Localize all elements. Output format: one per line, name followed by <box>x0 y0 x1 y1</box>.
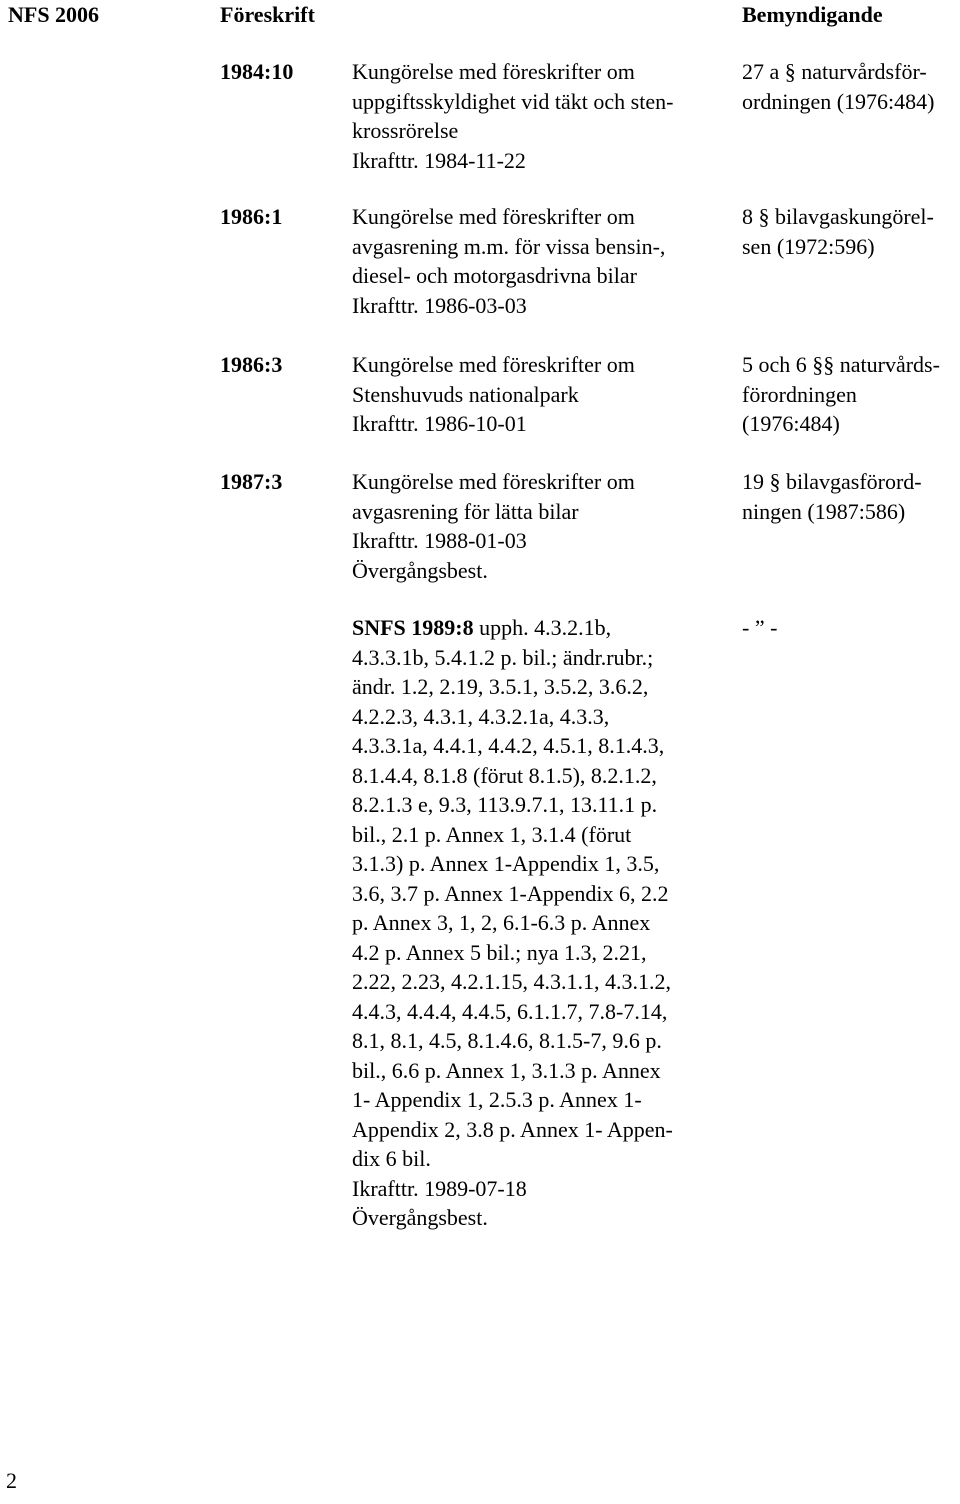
authority-line <box>742 57 957 87</box>
description-line: Kungörelse med föreskrifter om <box>352 469 635 494</box>
authority-section-number: 8 <box>742 204 753 229</box>
description-line: Kungörelse med föreskrifter om <box>352 352 635 377</box>
amendment-line: 4.4.3, 4.4.4, 4.4.5, 6.1.1.7, 7.8-7.14, <box>352 998 668 1024</box>
description-line: avgasrening m.m. för vissa bensin-, <box>352 233 666 259</box>
authority-text: bilavgaskungörel- <box>775 204 934 229</box>
amendment-line: 8.1, 8.1, 4.5, 8.1.4.6, 8.1.5-7, 9.6 p. <box>352 1028 662 1053</box>
amendment-line: Ikrafttr. 1989-07-18 <box>352 1175 527 1201</box>
authority-line <box>742 232 957 262</box>
regulation-description <box>352 467 722 585</box>
amendment-line: 4.3.3.1b, 5.4.1.2 p. bil.; ändr.rubr.; <box>352 644 654 670</box>
amendment-line: 3.6, 3.7 p. Annex 1-Appendix 6, 2.2 <box>352 880 669 906</box>
description-line: diesel- och motorgasdrivna bilar <box>352 263 637 288</box>
section-sign: § <box>784 59 796 84</box>
column-header-regulation: Föreskrift <box>220 2 315 27</box>
amendment-authority: - ” - <box>742 615 778 640</box>
amendment-line: dix 6 bil. <box>352 1146 431 1171</box>
description-line: krossrörelse <box>352 118 459 143</box>
authority-text: naturvårds- <box>839 352 940 377</box>
authority-line <box>742 202 957 232</box>
regulation-number: 1984:10 <box>220 59 294 84</box>
authority-text: (1976:484) <box>742 411 840 436</box>
authority-text: förordningen <box>742 381 857 407</box>
column-header-authority: Bemyndigande <box>742 2 883 27</box>
amendment-line: 4.2 p. Annex 5 bil.; nya 1.3, 2.21, <box>352 939 647 965</box>
regulation-authority <box>742 57 957 116</box>
amendment-line: 4.3.3.1a, 4.4.1, 4.4.2, 4.5.1, 8.1.4.3, <box>352 733 665 758</box>
regulation-number: 1986:1 <box>220 204 283 229</box>
regulation-description <box>352 350 722 439</box>
regulation-authority <box>742 467 957 526</box>
regulation-description <box>352 202 722 320</box>
amendment-line: 8.2.1.3 e, 9.3, 113.9.7.1, 13.11.1 p. <box>352 792 658 817</box>
authority-line <box>742 497 957 527</box>
description-line: Övergångsbest. <box>352 557 488 583</box>
amendment-ref: SNFS 1989:8 <box>352 615 474 640</box>
description-line: Ikrafttr. 1986-03-03 <box>352 292 527 318</box>
regulation-description <box>352 57 722 175</box>
regulation-number: 1986:3 <box>220 352 283 377</box>
amendment-first-line-rest: upph. 4.3.2.1b, <box>473 615 612 640</box>
amendment-first-line <box>352 613 722 643</box>
amendment-line: p. Annex 3, 1, 2, 6.1-6.3 p. Annex <box>352 910 651 935</box>
description-line: Ikrafttr. 1988-01-03 <box>352 528 527 553</box>
authority-line <box>742 87 957 117</box>
description-line: Kungörelse med föreskrifter om <box>352 204 635 229</box>
description-line: Kungörelse med föreskrifter om <box>352 59 635 84</box>
regulation-number: 1987:3 <box>220 469 283 494</box>
amendment-line: 4.2.2.3, 4.3.1, 4.3.2.1a, 4.3.3, <box>352 703 610 729</box>
authority-section-number: 19 <box>742 469 764 494</box>
authority-line <box>742 409 957 439</box>
description-line: Ikrafttr. 1986-10-01 <box>352 411 527 436</box>
amendment-line: 8.1.4.4, 8.1.8 (förut 8.1.5), 8.2.1.2, <box>352 762 657 788</box>
section-sign: § <box>769 469 781 494</box>
section-sign: § <box>758 204 770 229</box>
amendment-line: bil., 2.1 p. Annex 1, 3.1.4 (förut <box>352 821 632 847</box>
page-header <box>0 0 960 30</box>
regulation-authority <box>742 350 957 439</box>
authority-section-number: 5 och 6 <box>742 352 807 377</box>
authority-line <box>742 350 957 380</box>
description-line: uppgiftsskyldighet vid täkt och sten- <box>352 88 674 114</box>
page-number: 2 <box>6 1468 17 1493</box>
amendment-line: Övergångsbest. <box>352 1205 488 1230</box>
authority-section-number: 27 a <box>742 59 780 84</box>
amendment-line: 3.1.3) p. Annex 1-Appendix 1, 3.5, <box>352 851 660 876</box>
authority-line <box>742 467 957 497</box>
description-line: Stenshuvuds nationalpark <box>352 381 579 407</box>
section-sign: §§ <box>812 352 835 377</box>
authority-line <box>742 380 957 410</box>
authority-text: naturvårdsför- <box>801 59 927 84</box>
regulation-authority <box>742 202 957 261</box>
amendment-line: ändr. 1.2, 2.19, 3.5.1, 3.5.2, 3.6.2, <box>352 674 649 699</box>
authority-text: bilavgasförord- <box>786 469 922 494</box>
authority-text: ordningen (1976:484) <box>742 88 935 114</box>
amendment-line: 1- Appendix 1, 2.5.3 p. Annex 1- <box>352 1087 642 1112</box>
authority-text: ningen (1987:586) <box>742 498 906 524</box>
description-line: avgasrening för lätta bilar <box>352 498 579 524</box>
authority-text: sen (1972:596) <box>742 233 875 259</box>
amendment-line: bil., 6.6 p. Annex 1, 3.1.3 p. Annex <box>352 1057 661 1083</box>
amendment-line: 2.22, 2.23, 4.2.1.15, 4.3.1.1, 4.3.1.2, <box>352 969 671 994</box>
amendment-line: Appendix 2, 3.8 p. Annex 1- Appen- <box>352 1116 673 1142</box>
amendment-text <box>352 613 722 1233</box>
series-label: NFS 2006 <box>8 2 100 27</box>
description-line: Ikrafttr. 1984-11-22 <box>352 147 526 173</box>
